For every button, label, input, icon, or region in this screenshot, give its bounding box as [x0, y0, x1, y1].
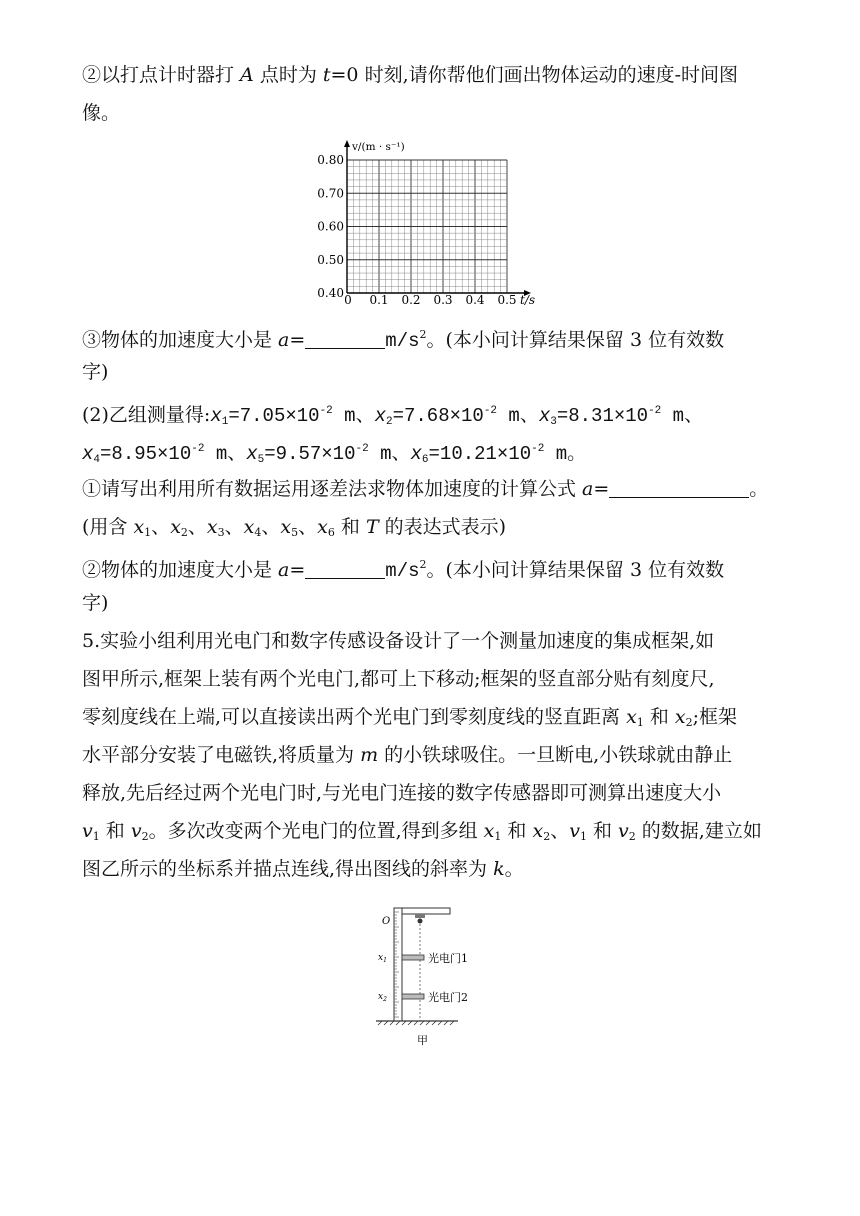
y-axis-label: v/(m · s⁻¹)	[352, 141, 405, 153]
iron-ball	[418, 919, 423, 924]
ruler-ticks	[394, 912, 399, 1017]
q4-part3-line1: ③物体的加速度大小是 $a= m/s^2$。(本小问计算结果保留 3 位有效数	[82, 328, 725, 352]
electromagnet	[415, 914, 425, 918]
answer-blank-1[interactable]	[305, 328, 385, 349]
grid-lines	[347, 160, 507, 293]
x-tick-label: 0.3	[433, 293, 453, 307]
answer-blank-2[interactable]	[305, 558, 385, 579]
q4-group2-line1: (2)乙组测量得$:x_1=7.05\times 10^{-2}$ m、$x_2=7.68\times 10^{-2}$ m、$x_3=8.31\times 10^{-2}$ m、	[82, 404, 704, 428]
q4-part2-line2: 像。	[82, 102, 121, 124]
x-tick-label: 0	[344, 293, 352, 307]
q5-line7: 图乙所示的坐标系并描点连线,得出图线的斜率为 k。	[82, 858, 524, 880]
photogate-2	[402, 994, 424, 999]
x-tick-label: 0.5	[497, 293, 517, 307]
q5-line2: 图甲所示,框架上装有两个光电门,都可上下移动;框架的竖直部分贴有刻度尺,	[82, 668, 715, 690]
ground-hatch	[376, 1021, 458, 1025]
q4-group2-line2: $x_4=8.95\times 10^{-2}$ m、$x_5=9.57\times 10^{-2}$ m、$x_6=10.21\times 10^{-2}$ m。	[82, 443, 587, 466]
figure-caption: 甲	[417, 1034, 428, 1047]
q4-group2-part1-note: (用含 $x_1$、$x_2$、$x_3$、$x_4$、$x_5$、$x_6$ 和 T 的表达式表示)	[82, 516, 507, 539]
q5-line3: 零刻度线在上端,可以直接读出两个光电门到零刻度线的竖直距离 $x_1$ 和 $x_2$;框架	[82, 706, 738, 729]
frame-top-arm	[402, 908, 450, 914]
q5-line6: $v_1$ 和 $v_2$。多次改变两个光电门的位置,得到多组 $x_1$ 和 $x_2$、$v_1$ 和 $v_2$ 的数据,建立如	[82, 820, 762, 843]
y-tick-label: 0.70	[317, 186, 344, 201]
origin-label: O	[382, 916, 391, 927]
x-tick-label: 0.2	[401, 293, 421, 307]
q5-line1: 5.实验小组利用光电门和数字传感设备设计了一个测量加速度的集成框架,如	[82, 630, 715, 652]
x-tick-label: 0.1	[369, 293, 389, 307]
q4-group2-part2-line2: 字)	[82, 592, 109, 614]
x-tick-label: 0.4	[465, 293, 485, 307]
y-tick-label: 0.40	[317, 286, 344, 300]
photogate-2-label: 光电门2	[428, 991, 468, 1004]
y-tick-label: 0.60	[317, 219, 344, 234]
chart-axes	[344, 140, 531, 296]
x-axis-label: t/s	[520, 293, 536, 307]
photogate-1-label: 光电门1	[428, 952, 468, 965]
q5-line5: 释放,先后经过两个光电门时,与光电门连接的数字传感器即可测算出速度大小	[82, 782, 722, 804]
x1-label: $x_1$	[378, 953, 387, 964]
figure-jia	[370, 904, 490, 1052]
q4-group2-part1: ①请写出利用所有数据运用逐差法求物体加速度的计算公式 a= 。	[82, 478, 769, 500]
q4-part2-line1: ②以打点计时器打 A 点时为 t=0 时刻,请你帮他们画出物体运动的速度-时间图	[82, 64, 739, 86]
y-tick-label: 0.50	[317, 252, 344, 267]
q5-line4: 水平部分安装了电磁铁,将质量为 m 的小铁球吸住。一旦断电,小铁球就由静止	[82, 744, 733, 766]
answer-blank-formula[interactable]	[609, 477, 749, 498]
q4-part3-line2: 字)	[82, 361, 109, 383]
photogate-1	[402, 955, 424, 960]
x2-label: $x_2$	[378, 992, 387, 1003]
q4-group2-part2: ②物体的加速度大小是 $a= m/s^2$。(本小问计算结果保留 3 位有效数	[82, 558, 725, 582]
vt-grid-chart	[312, 138, 552, 310]
y-tick-label: 0.80	[317, 153, 344, 167]
frame-vertical	[394, 908, 402, 1021]
